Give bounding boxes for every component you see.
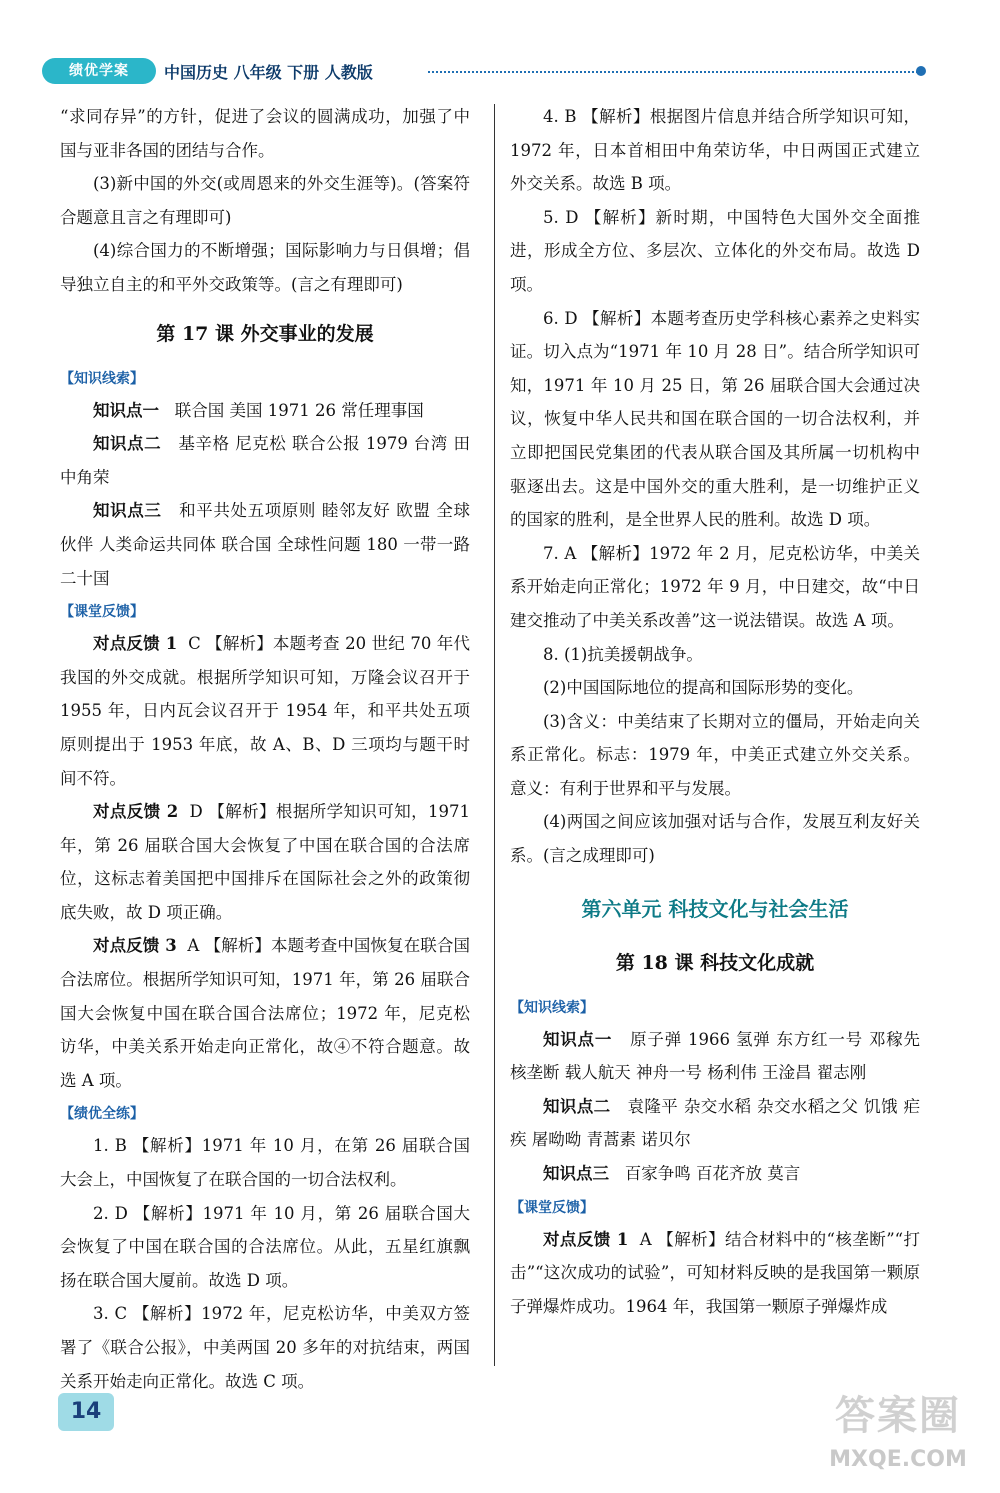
right-column	[510, 100, 920, 1323]
feedback-text: A 【解析】结合材料中的“核垄断”“打击”“这次成功的试验”，可知材料反映的是我国第一颗原子弹爆炸成功。1964 年，我国第一颗原子弹爆炸成	[510, 1229, 920, 1316]
kp-text: 原子弹 1966 氢弹 东方红一号 邓稼先 核垄断 载人航天 神舟一号 杨利伟 王淦昌 翟志刚	[510, 1029, 920, 1083]
left-column	[60, 100, 470, 1398]
feedback-item	[60, 627, 470, 795]
feedback-label: 对点反馈 2	[93, 802, 179, 822]
answer-item: 8. (1)抗美援朝战争。	[543, 644, 703, 664]
answer-item: 4. B 【解析】根据图片信息并结合所学知识可知，1972 年，日本首相田中角荣访华，中日两国正式建立外交关系。故选 B 项。	[510, 107, 920, 194]
section-tag: 【绩优全练】	[60, 1106, 144, 1123]
lesson-title: 第 18 课 科技文化成就	[615, 951, 815, 974]
answer-item: 6. D 【解析】本题考查历史学科核心素养之史料实证。切入点为“1971 年 10 月 28 日”。结合所学知识可知，1971 年 10 月 25 日，第 26 届联合国大会通过决议，恢复中华人民共和国在联合国的一切合法权利，并立即把国民党集团的代表从联合国及其所属一切机构中驱逐出去。这是中国外交的重大胜利，是一切维护正义的国家的胜利，是全世界人民的胜利。故选 D 项。	[510, 308, 920, 530]
page-number: 14	[58, 1393, 114, 1431]
lesson-title: 第 17 课 外交事业的发展	[156, 322, 374, 345]
kp-text: 袁隆平 杂交水稻 杂交水稻之父 饥饿 疟疾 屠呦呦 青蒿素 诺贝尔	[510, 1096, 920, 1150]
column-divider	[494, 104, 495, 1366]
knowledge-point	[510, 1090, 920, 1157]
kp-text: 和平共处五项原则 睦邻友好 欧盟 全球伙伴 人类命运共同体 联合国 全球性问题 180 一带一路 二十国	[60, 501, 470, 588]
kp-text: 联合国 美国 1971 26 常任理事国	[174, 400, 424, 420]
knowledge-point	[60, 494, 470, 595]
kp-label: 知识点一	[543, 1029, 613, 1049]
feedback-text: D 【解析】根据所学知识可知，1971 年，第 26 届联合国大会恢复了中国在联合国的合法席位，这标志着美国把中国排斥在国际社会之外的政策彻底失败，故 D 项正确。	[60, 802, 470, 922]
paragraph: (3)新中国的外交(或周恩来的外交生涯等)。(答案符合题意且言之有理即可)	[60, 174, 470, 227]
section-tag: 【课堂反馈】	[60, 604, 144, 621]
paragraph: “求同存异”的方针，促进了会议的圆满成功，加强了中国与亚非各国的团结与合作。	[60, 107, 470, 160]
kp-text: 百家争鸣 百花齐放 莫言	[624, 1164, 801, 1184]
feedback-item	[60, 795, 470, 929]
watermark-logo: 答案圈	[835, 1393, 961, 1439]
feedback-item	[510, 1223, 920, 1324]
page-header	[42, 54, 932, 94]
feedback-label: 对点反馈 1	[93, 634, 178, 654]
watermark	[818, 1388, 978, 1484]
section-tag: 【课堂反馈】	[510, 1199, 594, 1216]
series-badge: 绩优学案	[42, 58, 156, 84]
kp-label: 知识点三	[93, 501, 162, 521]
answer-item: (2)中国国际地位的提高和国际形势的变化。	[543, 678, 864, 698]
kp-label: 知识点二	[93, 434, 162, 454]
section-tag: 【知识线索】	[60, 370, 144, 387]
knowledge-point	[60, 427, 470, 494]
answer-item: 1. B 【解析】1971 年 10 月，在第 26 届联合国大会上，中国恢复了在联合国的一切合法权利。	[60, 1136, 470, 1190]
knowledge-point	[510, 1023, 920, 1090]
feedback-text: C 【解析】本题考查 20 世纪 70 年代我国的外交成就。根据所学知识可知，万隆会议召开于 1955 年，日内瓦会议召开于 1954 年，和平共处五项原则提出于 1953 年底，故 A、B、D 三项均与题干时间不符。	[60, 634, 470, 788]
answer-item: 7. A 【解析】1972 年 2 月，尼克松访华，中美关系开始走向正常化；1972 年 9 月，中日建交，故“中日建交推动了中美关系改善”这一说法错误。故选 A 项。	[510, 543, 920, 630]
answer-item: 3. C 【解析】1972 年，尼克松访华，中美双方签署了《联合公报》，中美两国 20 多年的对抗结束，两国关系开始走向正常化。故选 C 项。	[60, 1304, 470, 1391]
answer-item: (3)含义：中美结束了长期对立的僵局，开始走向关系正常化。标志：1979 年，中美正式建立外交关系。意义：有利于世界和平与发展。	[510, 711, 920, 798]
knowledge-point	[60, 394, 470, 428]
feedback-text: A 【解析】本题考查中国恢复在联合国合法席位。根据所学知识可知，1971 年，第 26 届联合国大会恢复中国在联合国合法席位；1972 年，尼克松访华，中美关系开始走向正常化，故④不符合题意。故选 A 项。	[60, 936, 470, 1090]
paragraph: (4)综合国力的不断增强；国际影响力与日俱增；倡导独立自主的和平外交政策等。(言之有理即可)	[60, 241, 470, 294]
answer-item: 2. D 【解析】1971 年 10 月，第 26 届联合国大会恢复了中国在联合国的合法席位。从此，五星红旗飘扬在联合国大厦前。故选 D 项。	[60, 1203, 470, 1290]
feedback-label: 对点反馈 3	[93, 936, 177, 956]
kp-label: 知识点一	[93, 400, 159, 420]
feedback-item	[60, 929, 470, 1097]
feedback-label: 对点反馈 1	[543, 1229, 629, 1249]
kp-text: 基辛格 尼克松 联合公报 1979 台湾 田中角荣	[60, 434, 470, 487]
header-dotted-rule	[428, 71, 918, 73]
answer-item: 5. D 【解析】新时期，中国特色大国外交全面推进，形成全方位、多层次、立体化的外交布局。故选 D 项。	[510, 207, 920, 294]
section-tag: 【知识线索】	[510, 999, 594, 1016]
unit-title: 第六单元 科技文化与社会生活	[581, 896, 849, 921]
kp-label: 知识点二	[543, 1096, 611, 1116]
watermark-url: MXQE.COM	[829, 1447, 967, 1472]
answer-item: (4)两国之间应该加强对话与合作，发展互利友好关系。(言之成理即可)	[510, 812, 920, 866]
knowledge-point	[510, 1157, 920, 1191]
book-title: 中国历史 八年级 下册 人教版	[164, 63, 373, 82]
header-dot-icon	[916, 66, 926, 76]
kp-label: 知识点三	[543, 1164, 609, 1184]
